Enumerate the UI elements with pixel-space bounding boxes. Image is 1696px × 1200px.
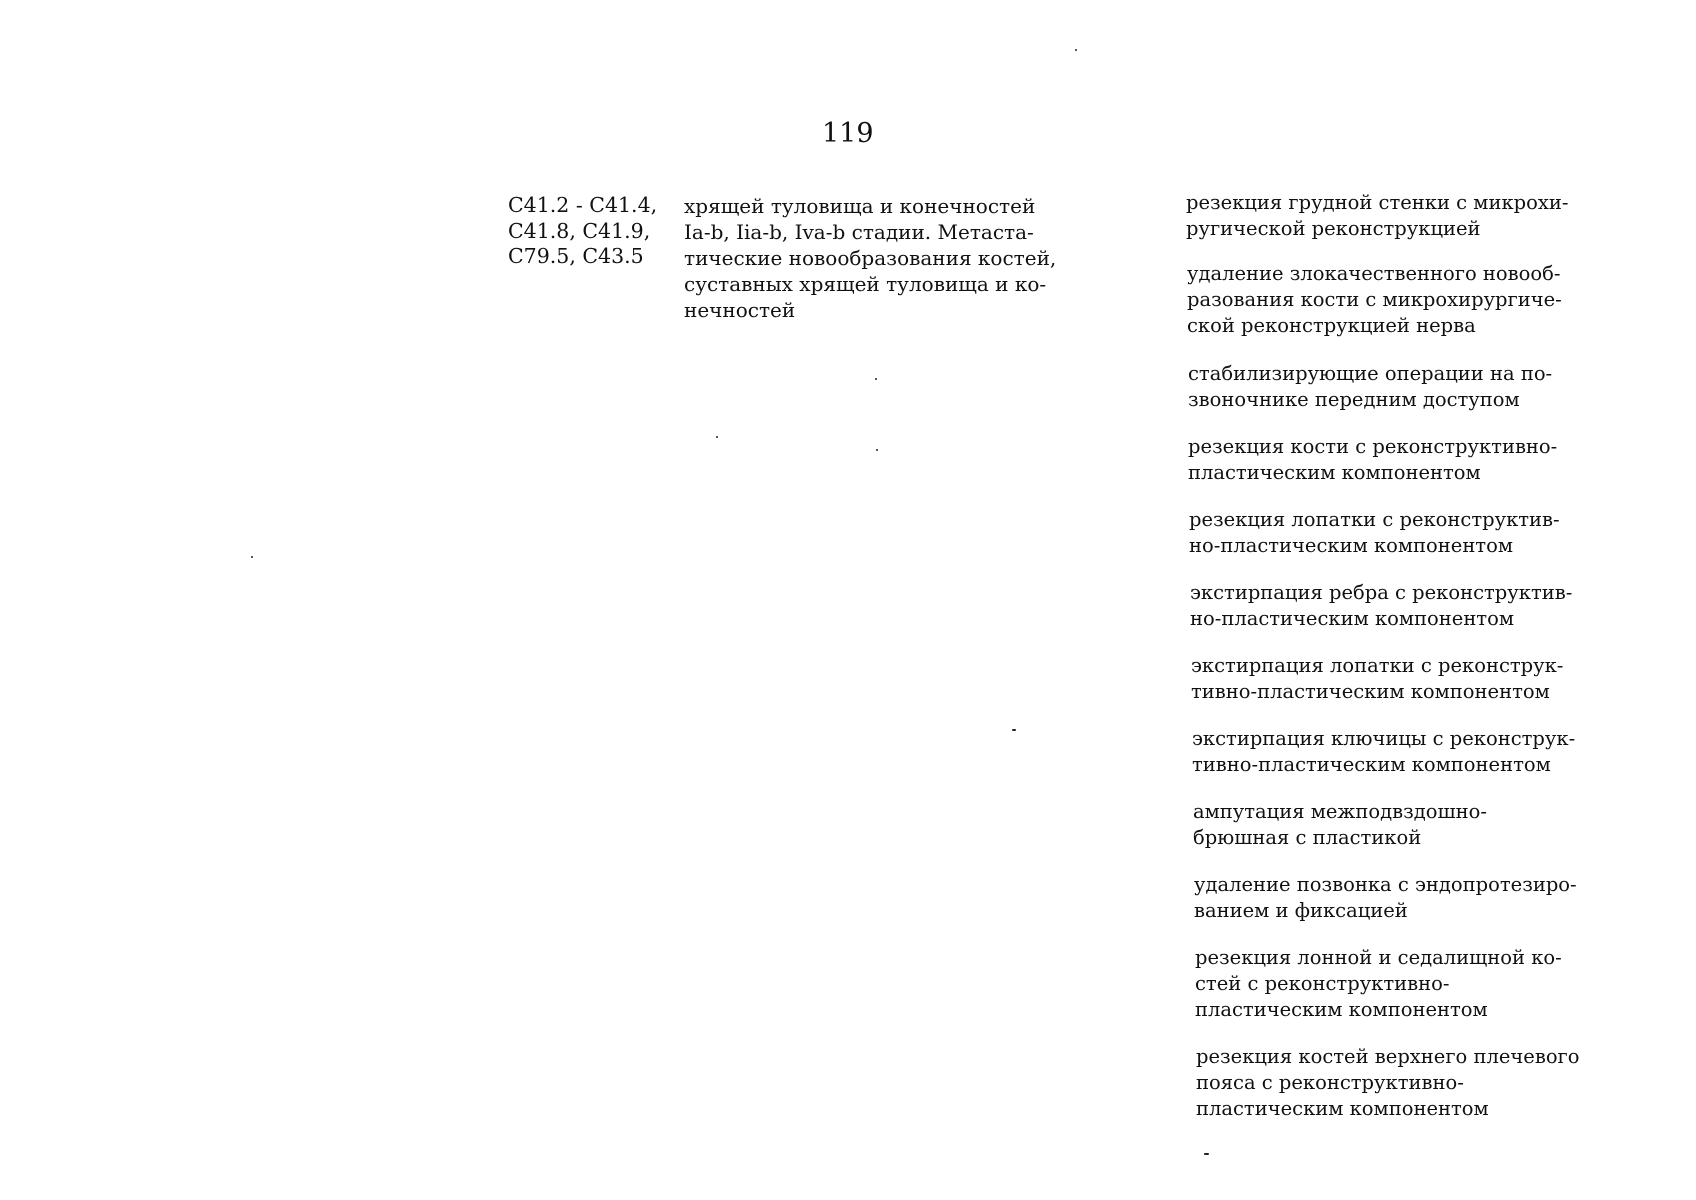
procedure-item <box>1192 726 1575 778</box>
procedure-line: ванием и фиксацией <box>1194 899 1408 922</box>
scan-speck <box>1075 49 1077 51</box>
description-line: нечностей <box>684 298 796 322</box>
scan-speck <box>876 449 878 451</box>
page-number: 119 <box>822 118 874 149</box>
procedure-item <box>1191 653 1563 705</box>
procedure-item <box>1194 872 1577 924</box>
scan-speck <box>716 436 718 438</box>
procedure-item <box>1189 507 1560 559</box>
procedure-line: ской реконструкцией нерва <box>1187 314 1476 337</box>
description-line: хрящей туловища и конечностей <box>684 194 1036 218</box>
procedure-line: пояса с реконструктивно- <box>1196 1071 1464 1094</box>
icd-code-line: C41.2 - C41.4, <box>508 193 658 217</box>
procedure-item <box>1193 799 1487 851</box>
scan-speck <box>251 556 253 558</box>
procedure-item <box>1188 361 1552 413</box>
icd-codes <box>508 193 678 270</box>
procedure-line: тивно-пластическим компонентом <box>1192 753 1551 776</box>
description-line: Ia-b, Iia-b, Iva-b стадии. Метаста- <box>684 220 1034 244</box>
scan-speck <box>875 378 877 380</box>
procedure-line: ругической реконструкцией <box>1186 217 1481 240</box>
procedure-line: пластическим компонентом <box>1195 998 1488 1021</box>
procedure-line: резекция кости с реконструктивно- <box>1188 435 1558 458</box>
procedure-line: но-пластическим компонентом <box>1189 534 1514 557</box>
procedure-line: резекция костей верхнего плечевого <box>1196 1045 1580 1068</box>
procedure-line: ампутация межподвздошно- <box>1193 800 1487 823</box>
procedure-line: стабилизирующие операции на по- <box>1188 362 1553 385</box>
procedure-item <box>1188 434 1557 486</box>
procedure-item <box>1190 580 1572 632</box>
procedure-line: разования кости с микрохирургиче- <box>1187 288 1562 311</box>
procedure-line: тивно-пластическим компонентом <box>1191 680 1550 703</box>
procedure-line: но-пластическим компонентом <box>1190 607 1515 630</box>
description-line: тические новообразования костей, <box>684 246 1057 270</box>
icd-code-line: C41.8, C41.9, <box>508 218 651 243</box>
procedure-line: резекция лонной и седалищной ко- <box>1195 946 1562 969</box>
scan-speck <box>1012 729 1016 731</box>
procedure-item <box>1196 1044 1580 1122</box>
procedure-line: резекция грудной стенки с микрохи- <box>1186 191 1569 214</box>
procedure-item <box>1186 190 1568 242</box>
procedure-line: экстирпация ребра с реконструктив- <box>1190 581 1573 604</box>
diagnosis-description <box>684 193 1057 323</box>
procedure-item <box>1187 261 1562 339</box>
procedure-line: экстирпация ключицы с реконструк- <box>1192 727 1576 750</box>
procedure-line: экстирпация лопатки с реконструк- <box>1191 654 1564 677</box>
procedure-line: стей с реконструктивно- <box>1195 972 1450 995</box>
procedure-line: пластическим компонентом <box>1196 1097 1489 1120</box>
procedure-line: удаление злокачественного новооб- <box>1187 262 1561 285</box>
description-line: суставных хрящей туловища и ко- <box>684 272 1047 296</box>
procedure-line: резекция лопатки с реконструктив- <box>1189 508 1560 531</box>
procedure-line: пластическим компонентом <box>1188 461 1481 484</box>
scan-speck <box>1204 1153 1209 1155</box>
procedure-line: брюшная с пластикой <box>1193 826 1422 849</box>
procedure-item <box>1195 945 1562 1023</box>
icd-code-line: C79.5, C43.5 <box>508 244 644 268</box>
procedure-line: удаление позвонка с эндопротезиро- <box>1194 873 1577 896</box>
procedure-line: звоночнике передним доступом <box>1188 388 1520 411</box>
